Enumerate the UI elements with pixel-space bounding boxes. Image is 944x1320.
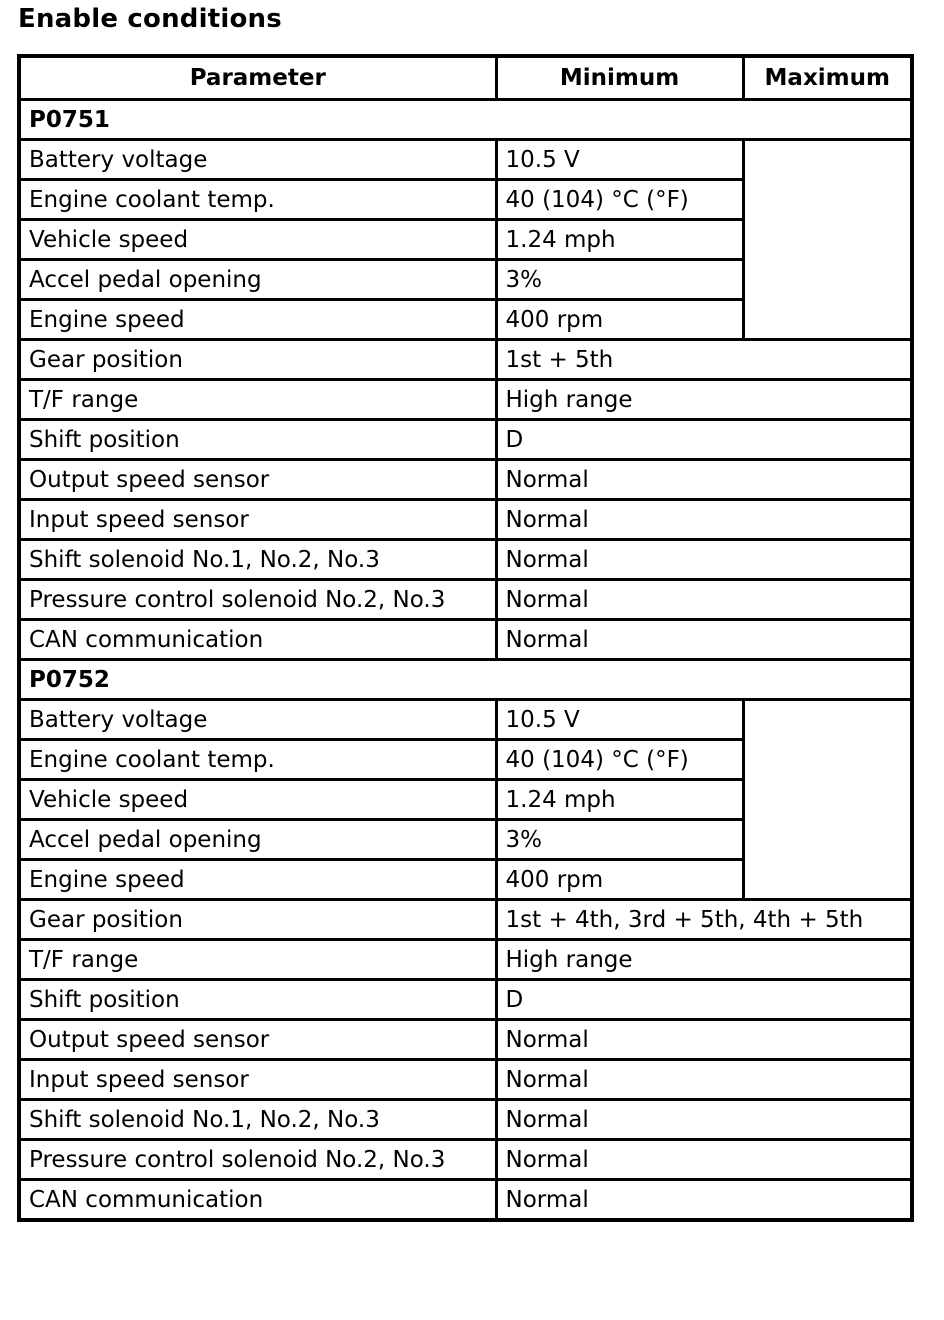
- parameter-cell: Engine coolant temp.: [19, 180, 496, 220]
- parameter-cell: Vehicle speed: [19, 220, 496, 260]
- parameter-cell: Gear position: [19, 900, 496, 940]
- header-parameter: Parameter: [19, 56, 496, 100]
- minimum-cell: 400 rpm: [496, 860, 743, 900]
- parameter-cell: Output speed sensor: [19, 460, 496, 500]
- parameter-cell: Pressure control solenoid No.2, No.3: [19, 1140, 496, 1180]
- value-cell: Normal: [496, 540, 912, 580]
- table-row: [19, 500, 912, 540]
- table-row: [19, 620, 912, 660]
- header-minimum: Minimum: [496, 56, 743, 100]
- parameter-cell: Engine speed: [19, 860, 496, 900]
- minimum-cell: 10.5 V: [496, 140, 743, 180]
- value-cell: High range: [496, 940, 912, 980]
- enable-conditions-table: [17, 54, 914, 1222]
- value-cell: Normal: [496, 500, 912, 540]
- parameter-cell: Battery voltage: [19, 140, 496, 180]
- table-row: [19, 1100, 912, 1140]
- minimum-cell: 10.5 V: [496, 700, 743, 740]
- table-row: [19, 1060, 912, 1100]
- value-cell: Normal: [496, 1020, 912, 1060]
- table-row: [19, 420, 912, 460]
- table-row: [19, 1020, 912, 1060]
- value-cell: 1st + 4th, 3rd + 5th, 4th + 5th: [496, 900, 912, 940]
- dtc-code: P0752: [19, 660, 912, 700]
- parameter-cell: CAN communication: [19, 1180, 496, 1221]
- minimum-cell: 40 (104) °C (°F): [496, 180, 743, 220]
- value-cell: Normal: [496, 1180, 912, 1221]
- table-row: [19, 340, 912, 380]
- value-cell: Normal: [496, 1060, 912, 1100]
- maximum-cell-empty: [743, 700, 912, 900]
- value-cell: High range: [496, 380, 912, 420]
- table-row: [19, 540, 912, 580]
- minimum-cell: 3%: [496, 260, 743, 300]
- table-body: [19, 100, 912, 1221]
- parameter-cell: Vehicle speed: [19, 780, 496, 820]
- parameter-cell: T/F range: [19, 940, 496, 980]
- value-cell: Normal: [496, 620, 912, 660]
- parameter-cell: Accel pedal opening: [19, 260, 496, 300]
- parameter-cell: Output speed sensor: [19, 1020, 496, 1060]
- value-cell: 1st + 5th: [496, 340, 912, 380]
- page-title: Enable conditions: [18, 4, 282, 34]
- value-cell: Normal: [496, 460, 912, 500]
- dtc-code: P0751: [19, 100, 912, 140]
- value-cell: D: [496, 420, 912, 460]
- maximum-cell-empty: [743, 140, 912, 340]
- minimum-cell: 3%: [496, 820, 743, 860]
- parameter-cell: Battery voltage: [19, 700, 496, 740]
- parameter-cell: Pressure control solenoid No.2, No.3: [19, 580, 496, 620]
- table-row: [19, 1180, 912, 1221]
- value-cell: Normal: [496, 1140, 912, 1180]
- table-row: [19, 580, 912, 620]
- parameter-cell: Engine speed: [19, 300, 496, 340]
- table-row: [19, 700, 912, 740]
- parameter-cell: Accel pedal opening: [19, 820, 496, 860]
- parameter-cell: Shift solenoid No.1, No.2, No.3: [19, 540, 496, 580]
- minimum-cell: 400 rpm: [496, 300, 743, 340]
- minimum-cell: 1.24 mph: [496, 780, 743, 820]
- minimum-cell: 40 (104) °C (°F): [496, 740, 743, 780]
- parameter-cell: CAN communication: [19, 620, 496, 660]
- parameter-cell: Shift solenoid No.1, No.2, No.3: [19, 1100, 496, 1140]
- parameter-cell: T/F range: [19, 380, 496, 420]
- parameter-cell: Input speed sensor: [19, 500, 496, 540]
- header-maximum: Maximum: [743, 56, 912, 100]
- value-cell: Normal: [496, 1100, 912, 1140]
- group-header-row: [19, 660, 912, 700]
- table-row: [19, 140, 912, 180]
- parameter-cell: Shift position: [19, 420, 496, 460]
- parameter-cell: Shift position: [19, 980, 496, 1020]
- parameter-cell: Engine coolant temp.: [19, 740, 496, 780]
- header-row: [19, 56, 912, 100]
- table-row: [19, 980, 912, 1020]
- parameter-cell: Input speed sensor: [19, 1060, 496, 1100]
- parameter-cell: Gear position: [19, 340, 496, 380]
- table-row: [19, 460, 912, 500]
- table-row: [19, 380, 912, 420]
- table-row: [19, 900, 912, 940]
- group-header-row: [19, 100, 912, 140]
- value-cell: D: [496, 980, 912, 1020]
- minimum-cell: 1.24 mph: [496, 220, 743, 260]
- table-row: [19, 940, 912, 980]
- table-row: [19, 1140, 912, 1180]
- value-cell: Normal: [496, 580, 912, 620]
